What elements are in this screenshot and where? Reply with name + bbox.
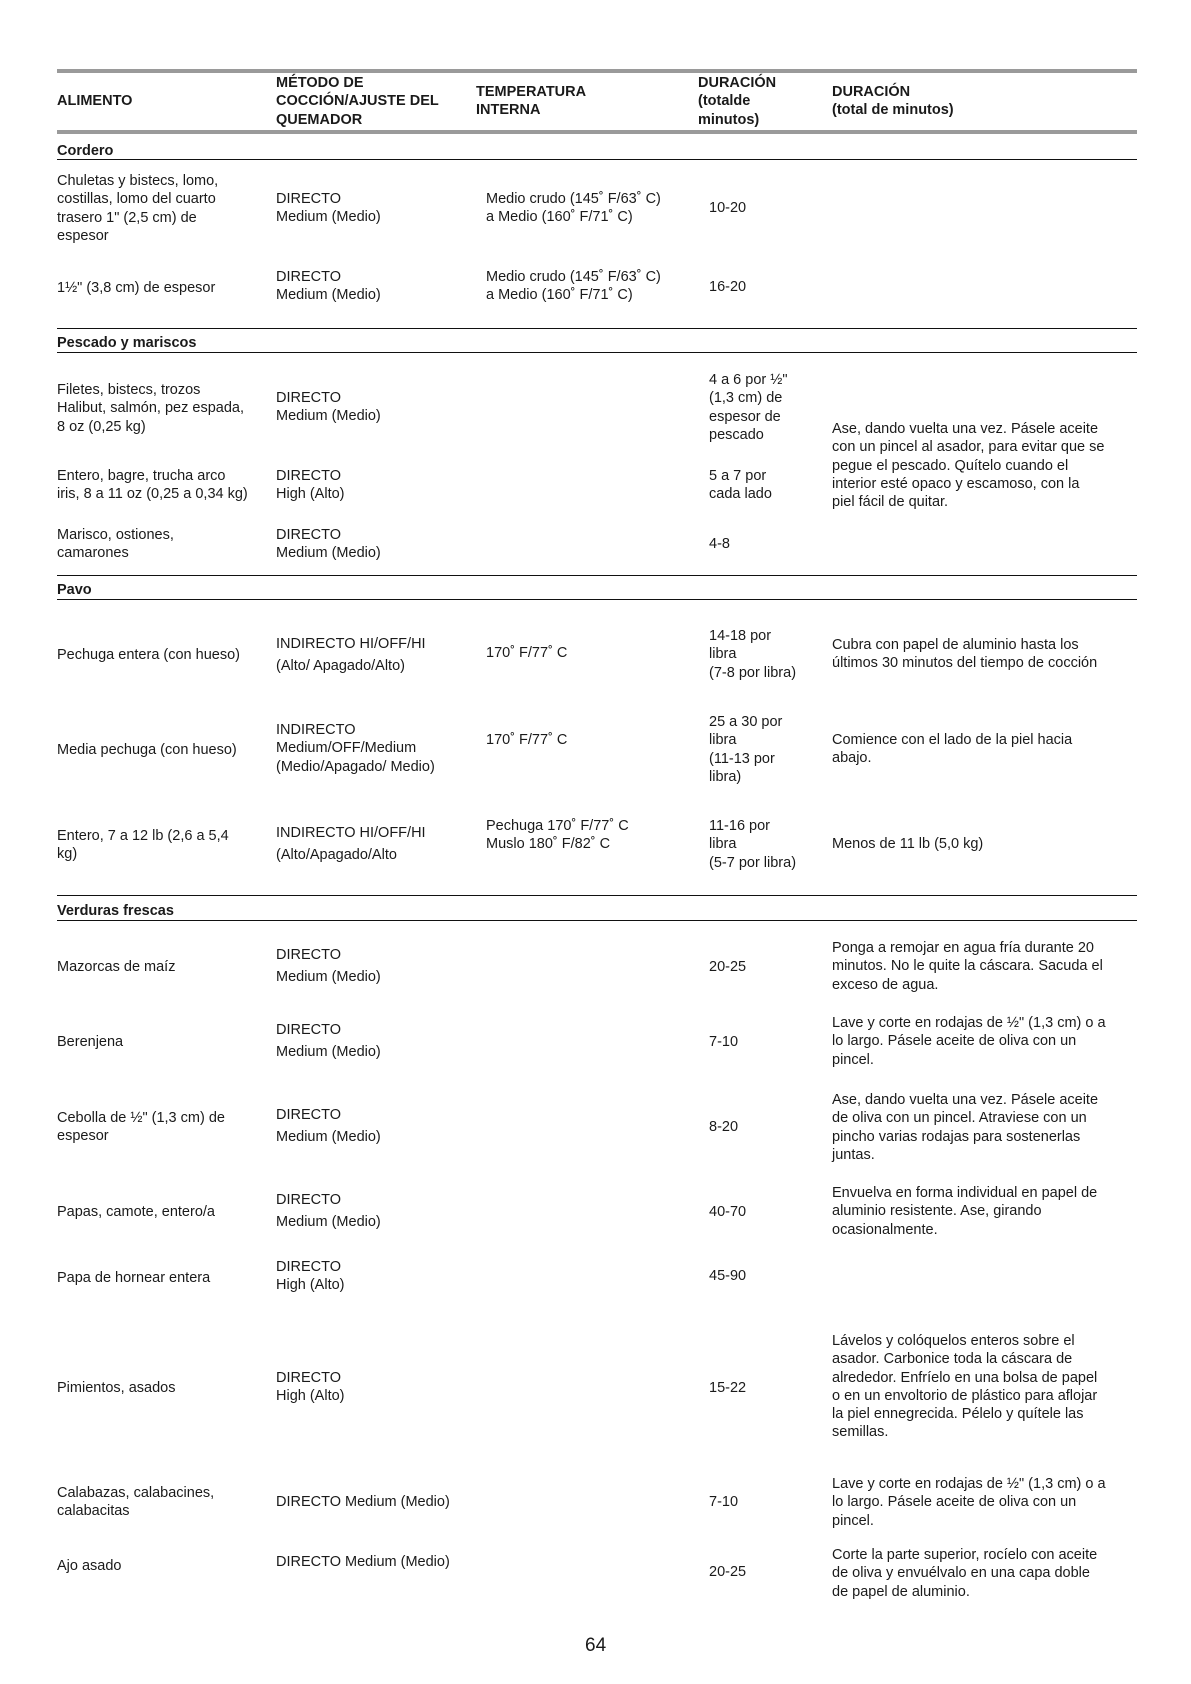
note-cell: Cubra con papel de aluminio hasta los últimos 30 minutos del tiempo de cocción xyxy=(832,637,1098,672)
time-cell: 16-20 xyxy=(709,279,747,295)
note-cell: Lávelos y colóquelos enteros sobre el asador. Carbonice toda la cáscara de alrededor. Enfríelo en una bolsa de papel o en un envoltorio de plástico para aflojar la piel ennegrecida. Pélelo y quítele las semillas. xyxy=(832,1333,1098,1441)
section-rule xyxy=(57,920,1137,921)
section-rule xyxy=(57,599,1137,600)
note-cell: Ponga a remojar en agua fría durante 20 minutos. No le quite la cáscara. Sacuda el exceso de agua. xyxy=(832,940,1103,993)
time-cell: 11-16 por libra (5-7 por libra) xyxy=(709,818,797,871)
food-cell: Papa de hornear entera xyxy=(57,1270,211,1286)
temp-cell: Medio crudo (145˚ F/63˚ C) a Medio (160˚ F/71˚ C) xyxy=(486,191,661,226)
note-cell: Ase, dando vuelta una vez. Pásele aceite de oliva con un pincel. Atraviese con un pincho varias rodajas para sostenerlas juntas. xyxy=(832,1092,1099,1163)
method-cell: INDIRECTO HI/OFF/HI (Alto/Apagado/Alto xyxy=(276,825,426,863)
time-cell: 45-90 xyxy=(709,1268,747,1284)
food-cell: Cebolla de ½" (1,3 cm) de espesor xyxy=(57,1110,225,1145)
food-cell: Pimientos, asados xyxy=(57,1380,176,1396)
method-cell: INDIRECTO Medium/OFF/Medium (Medio/Apagado/ Medio) xyxy=(276,722,435,775)
method-cell: DIRECTO Medium (Medio) xyxy=(276,1107,381,1145)
time-cell: 7-10 xyxy=(709,1034,739,1050)
method-cell: DIRECTO Medium (Medio) xyxy=(276,269,381,304)
time-cell: 25 a 30 por libra (11-13 por libra) xyxy=(709,714,783,785)
time-cell: 8-20 xyxy=(709,1119,739,1135)
section-rule xyxy=(57,352,1137,353)
section-title-pavo: Pavo xyxy=(57,582,92,598)
note-cell: Lave y corte en rodajas de ½" (1,3 cm) o a lo largo. Pásele aceite de oliva con un pincel. xyxy=(832,1015,1106,1068)
food-cell: Mazorcas de maíz xyxy=(57,959,176,975)
time-cell: 40-70 xyxy=(709,1204,747,1220)
header-top-rule xyxy=(57,69,1137,73)
method-cell: DIRECTO Medium (Medio) xyxy=(276,947,381,985)
method-cell: DIRECTO High (Alto) xyxy=(276,1370,345,1405)
food-cell: Media pechuga (con hueso) xyxy=(57,742,237,758)
food-cell: 1½" (3,8 cm) de espesor xyxy=(57,280,216,296)
time-cell: 14-18 por libra (7-8 por libra) xyxy=(709,628,797,681)
section-rule xyxy=(57,895,1137,896)
food-cell: Berenjena xyxy=(57,1034,124,1050)
note-cell: Lave y corte en rodajas de ½" (1,3 cm) o a lo largo. Pásele aceite de oliva con un pincel. xyxy=(832,1476,1106,1529)
header-duracion-total: DURACIÓN (total de minutos) xyxy=(832,84,954,119)
time-cell: 20-25 xyxy=(709,1564,747,1580)
header-bottom-rule xyxy=(57,130,1137,134)
method-cell: DIRECTO Medium (Medio) xyxy=(276,1494,450,1510)
time-cell: 15-22 xyxy=(709,1380,747,1396)
food-cell: Entero, 7 a 12 lb (2,6 a 5,4 kg) xyxy=(57,828,229,863)
note-cell: Envuelva en forma individual en papel de aluminio resistente. Ase, girando ocasionalmente. xyxy=(832,1185,1098,1238)
method-cell: DIRECTO Medium (Medio) xyxy=(276,1022,381,1060)
header-temperatura: TEMPERATURA INTERNA xyxy=(476,84,587,119)
temp-cell: 170˚ F/77˚ C xyxy=(486,732,568,748)
page-number: 64 xyxy=(585,1635,607,1656)
method-cell: DIRECTO High (Alto) xyxy=(276,468,345,503)
method-cell: DIRECTO Medium (Medio) xyxy=(276,1554,450,1570)
food-cell: Filetes, bistecs, trozos Halibut, salmón, pez espada, 8 oz (0,25 kg) xyxy=(57,382,244,435)
method-cell: DIRECTO Medium (Medio) xyxy=(276,191,381,226)
food-cell: Chuletas y bistecs, lomo, costillas, lomo del cuarto trasero 1" (2,5 cm) de espesor xyxy=(57,173,219,244)
time-cell: 20-25 xyxy=(709,959,747,975)
fish-note-cell: Ase, dando vuelta una vez. Pásele aceite con un pincel al asador, para evitar que se pegue el pescado. Quítelo cuando el interior esté opaco y escamoso, con la piel fácil de quitar. xyxy=(832,421,1105,511)
note-cell: Corte la parte superior, rocíelo con aceite de oliva y envuélvalo en una capa doble de papel de aluminio. xyxy=(832,1547,1098,1600)
section-rule xyxy=(57,328,1137,329)
food-cell: Entero, bagre, trucha arco iris, 8 a 11 oz (0,25 a 0,34 kg) xyxy=(57,468,248,503)
time-cell: 10-20 xyxy=(709,200,747,216)
section-title-verduras: Verduras frescas xyxy=(57,903,174,919)
time-cell: 7-10 xyxy=(709,1494,739,1510)
food-cell: Calabazas, calabacines, calabacitas xyxy=(57,1485,215,1520)
food-cell: Papas, camote, entero/a xyxy=(57,1204,215,1220)
header-metodo: MÉTODO DE COCCIÓN/AJUSTE DEL QUEMADOR xyxy=(276,75,439,128)
section-title-pescado: Pescado y mariscos xyxy=(57,335,197,351)
food-cell: Ajo asado xyxy=(57,1558,122,1574)
temp-cell: Medio crudo (145˚ F/63˚ C) a Medio (160˚ F/71˚ C) xyxy=(486,269,661,304)
header-duracion: DURACIÓN (totalde minutos) xyxy=(698,75,777,128)
time-cell: 4 a 6 por ½" (1,3 cm) de espesor de pescado xyxy=(709,372,788,443)
method-cell: DIRECTO Medium (Medio) xyxy=(276,390,381,425)
section-rule xyxy=(57,159,1137,160)
section-rule xyxy=(57,575,1137,576)
temp-cell: Pechuga 170˚ F/77˚ C Muslo 180˚ F/82˚ C xyxy=(486,818,629,853)
temp-cell: 170˚ F/77˚ C xyxy=(486,645,568,661)
method-cell: INDIRECTO HI/OFF/HI (Alto/ Apagado/Alto) xyxy=(276,636,426,674)
time-cell: 5 a 7 por cada lado xyxy=(709,468,772,503)
method-cell: DIRECTO Medium (Medio) xyxy=(276,1192,381,1230)
method-cell: DIRECTO High (Alto) xyxy=(276,1259,345,1294)
note-cell: Menos de 11 lb (5,0 kg) xyxy=(832,836,984,852)
header-alimento: ALIMENTO xyxy=(57,93,133,109)
time-cell: 4-8 xyxy=(709,536,730,552)
food-cell: Marisco, ostiones, camarones xyxy=(57,527,174,562)
section-title-cordero: Cordero xyxy=(57,143,114,159)
note-cell: Comience con el lado de la piel hacia abajo. xyxy=(832,732,1073,767)
method-cell: DIRECTO Medium (Medio) xyxy=(276,527,381,562)
food-cell: Pechuga entera (con hueso) xyxy=(57,647,240,663)
